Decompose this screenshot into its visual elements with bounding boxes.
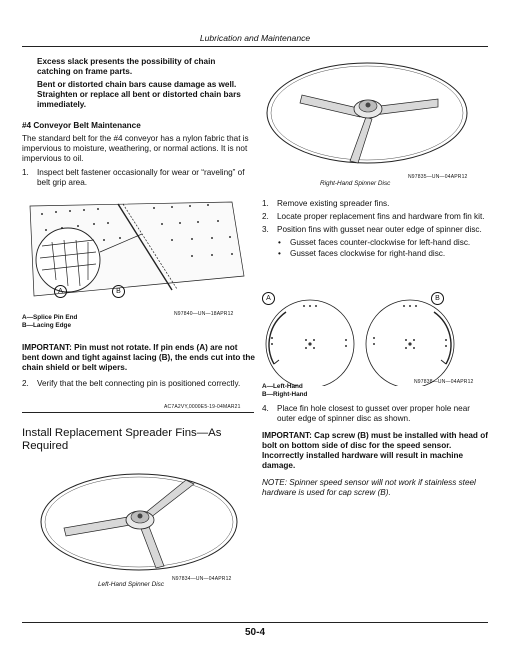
bullet-right-hand-text: Gusset faces clockwise for right-hand disc. xyxy=(290,249,446,258)
callout-b: B xyxy=(112,285,125,298)
bullet-left-hand-text: Gusset faces counter-clockwise for left-hand disc. xyxy=(290,238,471,247)
figure-3-caption: Left-Hand Spinner Disc xyxy=(98,581,165,588)
figure-2-caption: Right-Hand Spinner Disc xyxy=(320,180,391,187)
fin-step-2 xyxy=(262,212,488,222)
figure-3-code: N97834—UN—04APR12 xyxy=(172,576,232,582)
section-heading: Install Replacement Spreader Fins—As Required xyxy=(22,427,222,452)
bullet-dot: • xyxy=(278,249,281,258)
fin-position-figure xyxy=(256,294,464,386)
section-rule-left xyxy=(22,412,254,413)
fin-step-1-text: Remove existing spreader fins. xyxy=(277,199,390,208)
figure-1-code: N97840—UN—18APR12 xyxy=(174,311,234,317)
legend-lacing-edge: B—Lacing Edge xyxy=(22,322,72,329)
fin-steps xyxy=(262,199,488,259)
page-number: 50-4 xyxy=(244,627,265,638)
header-rule xyxy=(22,46,488,47)
step-2-number: 2. xyxy=(22,379,29,388)
right-hand-spinner-figure xyxy=(262,57,472,169)
fin-step-4-text: Place fin hole closest to gusset over proper hole near outer edge of spinner disc as shown. xyxy=(277,404,470,423)
fin-step-1-number: 1. xyxy=(262,199,269,208)
section-title: #4 Conveyor Belt Maintenance xyxy=(22,121,141,130)
document-code: AC7A2VY,0000E5-19-04MAR21 xyxy=(164,404,241,410)
callout-a: A xyxy=(54,285,67,298)
step-1-text: Inspect belt fastener occasionally for wear or “raveling” of belt grip area. xyxy=(37,168,245,187)
callout-right-hand: B xyxy=(431,292,444,305)
page-header: Lubrication and Maintenance xyxy=(199,33,311,43)
fin-step-1 xyxy=(262,199,488,209)
important-pin-text: IMPORTANT: Pin must not rotate. If pin ends (A) are not bent down and tight against lacing (B), the ends cut into the chain shield or belt wipers. xyxy=(22,343,255,372)
step-2-text: Verify that the belt connecting pin is positioned correctly. xyxy=(37,379,241,388)
figure-4-code: N97838—UN—04APR12 xyxy=(414,379,474,385)
legend-right-hand: B—Right-Hand xyxy=(262,391,308,398)
fin-step-4 xyxy=(262,404,488,424)
step-1-number: 1. xyxy=(22,168,29,177)
fin-step-2-number: 2. xyxy=(262,212,269,221)
fin-step-4-number: 4. xyxy=(262,404,269,413)
legend-splice-pin: A—Splice Pin End xyxy=(22,314,78,321)
left-hand-spinner-figure xyxy=(36,466,242,578)
important-cap-screw: IMPORTANT: Cap screw (B) must be installed with head of bolt on bottom side of disc for the speed sensor. Incorrectly installed hardware will result in machine damage. xyxy=(262,431,488,470)
belt-intro: The standard belt for the #4 conveyor has a nylon fabric that is impervious to moisture, weathering, or normal actions. It is not impervious to oil. xyxy=(22,134,249,163)
bullet-right-hand xyxy=(262,249,488,259)
warning-slack: Excess slack presents the possibility of chain catching on frame parts. xyxy=(37,57,216,76)
warning-chain-bars: Bent or distorted chain bars cause damage as well. Straighten or replace all bent or distorted chain bars immediately. xyxy=(37,80,241,109)
important-pin-rotate xyxy=(22,343,256,373)
fin-step-3 xyxy=(262,225,488,235)
fin-step-3-text: Position fins with gusset near outer edge of spinner disc. xyxy=(277,225,482,234)
note-speed-sensor: NOTE: Spinner speed sensor will not work if stainless steel hardware is used for cap screw (B). xyxy=(262,478,476,497)
footer-rule xyxy=(22,622,488,623)
step-1 xyxy=(22,168,250,188)
legend-left-hand: A—Left-Hand xyxy=(262,383,303,390)
fin-step-3-number: 3. xyxy=(262,225,269,234)
fin-step-2-text: Locate proper replacement fins and hardware from fin kit. xyxy=(277,212,485,221)
figure-2-code: N97835—UN—04APR12 xyxy=(408,174,468,180)
bullet-left-hand xyxy=(262,238,488,248)
callout-left-hand: A xyxy=(262,292,275,305)
bullet-dot: • xyxy=(278,238,281,247)
step-2 xyxy=(22,379,250,389)
